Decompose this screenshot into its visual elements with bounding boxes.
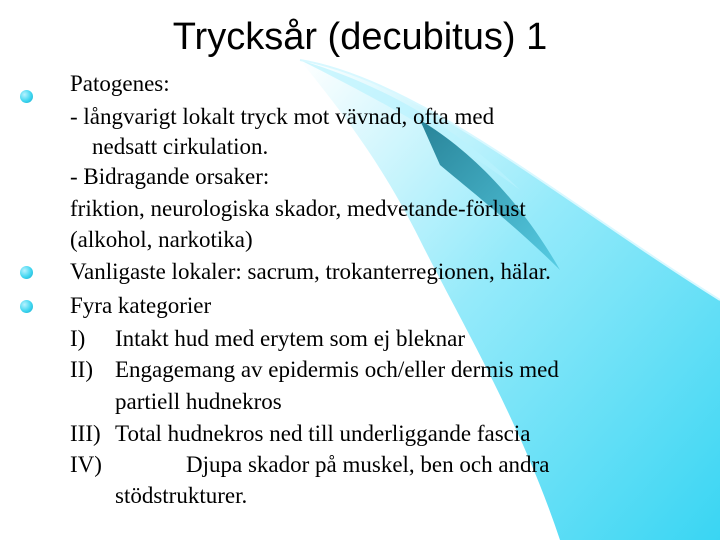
category-text: Intakt hud med erytem som ej bleknar: [115, 326, 466, 351]
category-label: III): [70, 421, 101, 446]
bullet-text: friktion, neurologiska skador, medvetande-förlust: [70, 196, 526, 221]
category-text: Engagemang av epidermis och/eller dermis med: [115, 357, 559, 382]
category-text: Total hudnekros ned till underliggande fascia: [115, 421, 531, 446]
category-label: II): [70, 357, 93, 382]
category-text: stödstrukturer.: [115, 483, 248, 508]
bullet-text: - Bidragande orsaker:: [70, 164, 270, 189]
category-text: Djupa skador på muskel, ben och andra: [186, 452, 550, 477]
category-label: I): [70, 326, 86, 351]
bullet-icon: [20, 300, 33, 313]
bullet-text: Vanligaste lokaler: sacrum, trokanterregionen, hälar.: [70, 259, 551, 284]
bullet-text: - långvarigt lokalt tryck mot vävnad, ofta med: [70, 104, 495, 129]
bullet-icon: [20, 90, 33, 103]
category-label: IV): [70, 452, 102, 477]
bullet-text: nedsatt cirkulation.: [92, 134, 269, 159]
bullet-icon: [20, 266, 33, 279]
category-text: partiell hudnekros: [115, 389, 282, 414]
bullet-text: (alkohol, narkotika): [70, 227, 253, 252]
bullet-text: Patogenes:: [70, 71, 170, 96]
bullet-text: Fyra kategorier: [70, 293, 212, 318]
slide-title: Trycksår (decubitus) 1: [172, 16, 548, 58]
